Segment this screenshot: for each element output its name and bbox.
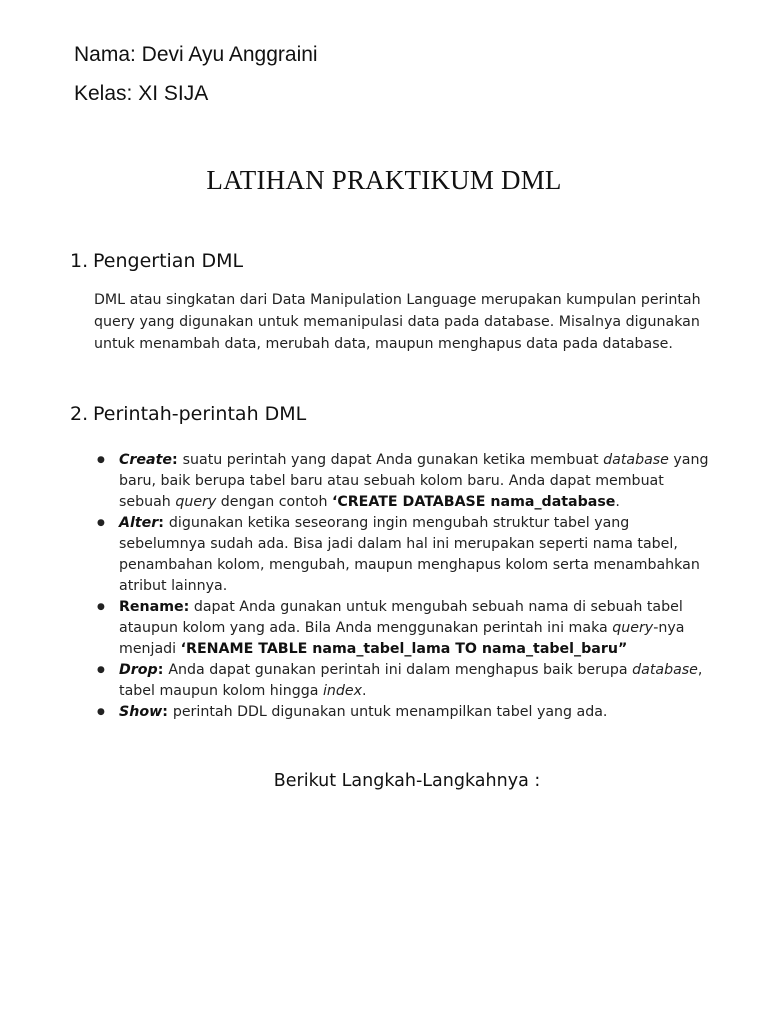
text-run: . <box>615 494 620 510</box>
bullet-icon: ● <box>97 602 105 612</box>
text-run: dapat Anda gunakan untuk mengubah sebuah nama di sebuah tabel <box>189 599 683 615</box>
bullet-icon: ● <box>97 455 105 465</box>
text-run: ataupun kolom yang ada. Bila Anda menggunakan perintah ini maka <box>119 620 613 636</box>
section-number: 1. <box>70 250 89 272</box>
list-item <box>97 702 737 723</box>
text-run: : <box>157 662 169 678</box>
section-title: Pengertian DML <box>93 250 244 272</box>
paragraph-line: DML atau singkatan dari Data Manipulation Language merupakan kumpulan perintah <box>94 292 701 308</box>
paragraph-line: untuk menambah data, merubah data, maupun menghapus data pada database. <box>94 336 673 352</box>
list-item-line <box>119 534 737 555</box>
pengertian-paragraph <box>94 289 734 355</box>
text-run: ‘RENAME TABLE nama_tabel_lama TO nama_tabel_baru” <box>180 641 628 657</box>
text-run: : <box>162 704 173 720</box>
text-run: Anda dapat gunakan perintah ini dalam menghapus baik berupa <box>168 662 633 678</box>
paragraph-line: query yang digunakan untuk memanipulasi data pada database. Misalnya digunakan <box>94 314 700 330</box>
text-run: tabel maupun kolom hingga <box>119 683 323 699</box>
dml-command-list <box>97 450 737 723</box>
student-name: Nama: Devi Ayu Anggraini <box>74 43 318 66</box>
list-item-line <box>119 513 737 534</box>
list-item <box>97 660 737 702</box>
text-run: , <box>697 662 703 678</box>
text-run: -nya <box>653 620 685 636</box>
list-item-line <box>119 597 737 618</box>
list-item <box>97 597 737 660</box>
text-run: ‘CREATE DATABASE nama_database <box>331 494 616 510</box>
list-item-line <box>119 576 737 597</box>
text-run: database <box>632 662 698 678</box>
list-item-line <box>119 492 737 513</box>
section-number: 2. <box>70 403 89 425</box>
text-run: baru, baik berupa tabel baru atau sebuah kolom baru. Anda dapat membuat <box>119 473 664 489</box>
document-title: LATIHAN PRAKTIKUM DML <box>206 165 562 195</box>
bullet-icon: ● <box>97 665 105 675</box>
section-heading-pengertian <box>70 250 243 272</box>
list-item-line <box>119 681 737 702</box>
bullet-icon: ● <box>97 707 105 717</box>
section-title: Perintah-perintah DML <box>93 403 307 425</box>
text-run: sebuah <box>119 494 176 510</box>
text-run: digunakan ketika seseorang ingin mengubah struktur tabel yang <box>168 515 630 531</box>
text-run: suatu perintah yang dapat Anda gunakan ketika membuat <box>182 452 604 468</box>
section-heading-perintah <box>70 403 306 425</box>
text-run: dengan contoh <box>216 494 332 510</box>
text-run: Create <box>119 452 173 468</box>
text-run: : <box>172 452 183 468</box>
list-item-line <box>119 702 737 723</box>
text-run: . <box>362 683 367 699</box>
list-item <box>97 513 737 597</box>
list-item-line <box>119 471 737 492</box>
text-run: Show <box>119 704 163 720</box>
list-item-line <box>119 450 737 471</box>
list-item-line <box>119 555 737 576</box>
text-run: atribut lainnya. <box>119 578 228 594</box>
text-run: query <box>612 620 654 636</box>
text-run: penambahan kolom, mengubah, maupun menghapus kolom serta menambahkan <box>119 557 700 573</box>
text-run: menjadi <box>119 641 181 657</box>
list-item-line <box>119 639 737 660</box>
text-run: query <box>175 494 217 510</box>
text-run: yang <box>668 452 709 468</box>
list-item <box>97 450 737 513</box>
text-run: perintah DDL digunakan untuk menampilkan tabel yang ada. <box>172 704 608 720</box>
bullet-icon: ● <box>97 518 105 528</box>
text-run: : <box>158 515 169 531</box>
text-run: database <box>603 452 669 468</box>
text-run: Alter <box>119 515 159 531</box>
list-item-line <box>119 618 737 639</box>
list-item-line <box>119 660 737 681</box>
text-run: index <box>322 683 363 699</box>
text-run: Drop <box>119 662 158 678</box>
student-class: Kelas: XI SIJA <box>74 82 209 105</box>
text-run: sebelumnya sudah ada. Bisa jadi dalam hal ini merupakan seperti nama tabel, <box>119 536 678 552</box>
text-run: Rename: <box>119 599 190 615</box>
steps-intro: Berikut Langkah-Langkahnya : <box>273 771 541 791</box>
